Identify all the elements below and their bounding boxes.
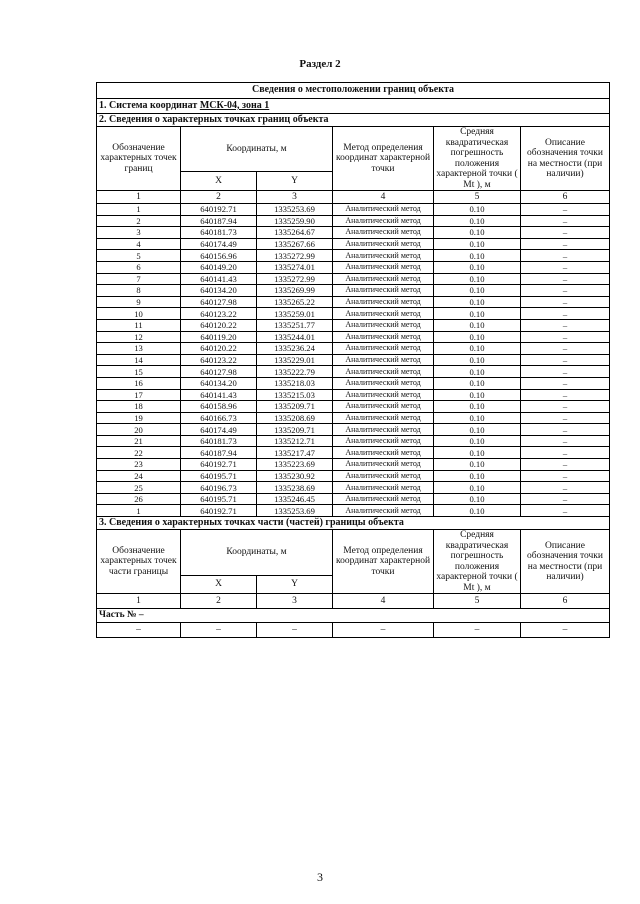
coord-y: 1335246.45 xyxy=(257,493,333,505)
description: – xyxy=(521,470,610,482)
error: 0.10 xyxy=(434,308,521,320)
coord-x: 640141.43 xyxy=(181,273,257,285)
error: 0.10 xyxy=(434,482,521,494)
description: – xyxy=(521,412,610,424)
point-number: 4 xyxy=(97,238,181,250)
error: 0.10 xyxy=(434,389,521,401)
error: 0.10 xyxy=(434,238,521,250)
method: Аналитический метод xyxy=(333,250,434,262)
column-number: 1 xyxy=(97,191,181,204)
coord-x: 640181.73 xyxy=(181,227,257,239)
coord-x: 640181.73 xyxy=(181,435,257,447)
coord-y: 1335222.79 xyxy=(257,366,333,378)
coord-x: 640192.71 xyxy=(181,204,257,216)
coord-y: 1335265.22 xyxy=(257,296,333,308)
description: – xyxy=(521,389,610,401)
header-y: Y xyxy=(257,171,333,190)
error: 0.10 xyxy=(434,204,521,216)
point-number: 23 xyxy=(97,459,181,471)
point-number: 15 xyxy=(97,366,181,378)
point-number: 2 xyxy=(97,215,181,227)
table-row xyxy=(97,331,610,343)
method: Аналитический метод xyxy=(333,401,434,413)
description: – xyxy=(521,424,610,436)
coord-y: 1335208.69 xyxy=(257,412,333,424)
coord-x: 640120.22 xyxy=(181,343,257,355)
point-number: 1 xyxy=(97,505,181,517)
table-row xyxy=(97,470,610,482)
error: 0.10 xyxy=(434,366,521,378)
coord-y: 1335238.69 xyxy=(257,482,333,494)
coord-y: 1335259.01 xyxy=(257,308,333,320)
coordinate-system-label: 1. Система координат xyxy=(99,99,200,111)
coord-y: 1335272.99 xyxy=(257,273,333,285)
description: – xyxy=(521,482,610,494)
description: – xyxy=(521,377,610,389)
error: 0.10 xyxy=(434,285,521,297)
table-row xyxy=(97,250,610,262)
point-number: 1 xyxy=(97,204,181,216)
method: Аналитический метод xyxy=(333,308,434,320)
error: 0.10 xyxy=(434,470,521,482)
method: Аналитический метод xyxy=(333,227,434,239)
table-row xyxy=(97,435,610,447)
header-description: Описание обозначения точки на местности (при наличии) xyxy=(521,127,610,191)
part-data-row xyxy=(97,623,610,638)
coord-y: 1335218.03 xyxy=(257,377,333,389)
coord-y: 1335251.77 xyxy=(257,319,333,331)
point-number: 8 xyxy=(97,285,181,297)
part-cell: – xyxy=(97,623,181,638)
s3-header-x: X xyxy=(181,576,257,594)
point-number: 3 xyxy=(97,227,181,239)
table-row xyxy=(97,296,610,308)
point-number: 5 xyxy=(97,250,181,262)
method: Аналитический метод xyxy=(333,296,434,308)
coord-x: 640174.49 xyxy=(181,424,257,436)
table-row xyxy=(97,308,610,320)
point-number: 6 xyxy=(97,261,181,273)
table-row xyxy=(97,482,610,494)
section3-title: 3. Сведения о характерных точках части (частей) границы объекта xyxy=(97,517,610,530)
table-row xyxy=(97,447,610,459)
section2-title: 2. Сведения о характерных точках границ объекта xyxy=(97,114,610,127)
coord-x: 640120.22 xyxy=(181,319,257,331)
coord-x: 640196.73 xyxy=(181,482,257,494)
method: Аналитический метод xyxy=(333,424,434,436)
error: 0.10 xyxy=(434,261,521,273)
coord-x: 640192.71 xyxy=(181,505,257,517)
s3-header-coordinates: Координаты, м xyxy=(181,530,333,576)
description: – xyxy=(521,296,610,308)
coord-y: 1335269.99 xyxy=(257,285,333,297)
table-row xyxy=(97,319,610,331)
coord-y: 1335209.71 xyxy=(257,424,333,436)
table-row xyxy=(97,401,610,413)
s3-column-number: 1 xyxy=(97,594,181,609)
error: 0.10 xyxy=(434,296,521,308)
coord-y: 1335209.71 xyxy=(257,401,333,413)
column-number: 6 xyxy=(521,191,610,204)
point-number: 12 xyxy=(97,331,181,343)
description: – xyxy=(521,204,610,216)
description: – xyxy=(521,308,610,320)
point-number: 7 xyxy=(97,273,181,285)
method: Аналитический метод xyxy=(333,261,434,273)
description: – xyxy=(521,401,610,413)
method: Аналитический метод xyxy=(333,470,434,482)
part-cell: – xyxy=(257,623,333,638)
description: – xyxy=(521,273,610,285)
part-label: Часть № – xyxy=(97,609,610,623)
description: – xyxy=(521,343,610,355)
page-number: 3 xyxy=(317,870,323,884)
table-row xyxy=(97,412,610,424)
method: Аналитический метод xyxy=(333,435,434,447)
coord-x: 640156.96 xyxy=(181,250,257,262)
coord-y: 1335253.69 xyxy=(257,505,333,517)
header-x: X xyxy=(181,171,257,190)
description: – xyxy=(521,331,610,343)
s3-column-number: 3 xyxy=(257,594,333,609)
s3-header-method: Метод определения координат характерной точки xyxy=(333,530,434,594)
part-cell: – xyxy=(333,623,434,638)
error: 0.10 xyxy=(434,227,521,239)
error: 0.10 xyxy=(434,435,521,447)
coordinate-system-value: МСК-04, зона 1 xyxy=(199,99,270,111)
table-row xyxy=(97,215,610,227)
coord-y: 1335272.99 xyxy=(257,250,333,262)
column-number: 5 xyxy=(434,191,521,204)
table-row xyxy=(97,505,610,517)
boundary-table xyxy=(96,82,610,638)
s3-column-number: 4 xyxy=(333,594,434,609)
point-number: 16 xyxy=(97,377,181,389)
description: – xyxy=(521,250,610,262)
column-number: 3 xyxy=(257,191,333,204)
s3-header-description: Описание обозначения точки на местности (при наличии) xyxy=(521,530,610,594)
table-row xyxy=(97,285,610,297)
page-heading: Раздел 2 xyxy=(299,58,341,70)
part-cell: – xyxy=(434,623,521,638)
error: 0.10 xyxy=(434,505,521,517)
table-row xyxy=(97,389,610,401)
method: Аналитический метод xyxy=(333,273,434,285)
method: Аналитический метод xyxy=(333,459,434,471)
description: – xyxy=(521,261,610,273)
header-error: Средняя квадратическая погрешность положения характерной точки ( Mt ), м xyxy=(434,127,521,191)
table-row xyxy=(97,354,610,366)
point-number: 14 xyxy=(97,354,181,366)
table-row xyxy=(97,261,610,273)
s3-column-number: 5 xyxy=(434,594,521,609)
coord-y: 1335230.92 xyxy=(257,470,333,482)
method: Аналитический метод xyxy=(333,482,434,494)
coord-y: 1335229.01 xyxy=(257,354,333,366)
error: 0.10 xyxy=(434,447,521,459)
error: 0.10 xyxy=(434,250,521,262)
coord-y: 1335267.66 xyxy=(257,238,333,250)
s3-column-number: 2 xyxy=(181,594,257,609)
error: 0.10 xyxy=(434,412,521,424)
table-row xyxy=(97,493,610,505)
coord-x: 640187.94 xyxy=(181,447,257,459)
table-row xyxy=(97,366,610,378)
column-number: 4 xyxy=(333,191,434,204)
error: 0.10 xyxy=(434,319,521,331)
error: 0.10 xyxy=(434,215,521,227)
description: – xyxy=(521,447,610,459)
coord-x: 640119.20 xyxy=(181,331,257,343)
s3-header-designation: Обозначение характерных точек части границы xyxy=(97,530,181,594)
s3-column-number-row xyxy=(97,594,610,609)
description: – xyxy=(521,285,610,297)
description: – xyxy=(521,227,610,239)
error: 0.10 xyxy=(434,424,521,436)
coord-y: 1335253.69 xyxy=(257,204,333,216)
coord-x: 640123.22 xyxy=(181,308,257,320)
point-number: 9 xyxy=(97,296,181,308)
coord-y: 1335236.24 xyxy=(257,343,333,355)
part-cell: – xyxy=(181,623,257,638)
boundary-table-body xyxy=(97,83,610,638)
coord-x: 640149.20 xyxy=(181,261,257,273)
description: – xyxy=(521,505,610,517)
description: – xyxy=(521,238,610,250)
error: 0.10 xyxy=(434,401,521,413)
description: – xyxy=(521,215,610,227)
method: Аналитический метод xyxy=(333,412,434,424)
table-row xyxy=(97,227,610,239)
point-number: 11 xyxy=(97,319,181,331)
table-row xyxy=(97,459,610,471)
method: Аналитический метод xyxy=(333,215,434,227)
point-number: 22 xyxy=(97,447,181,459)
point-number: 24 xyxy=(97,470,181,482)
part-cell: – xyxy=(521,623,610,638)
table-row xyxy=(97,377,610,389)
s3-header-y: Y xyxy=(257,576,333,594)
coord-y: 1335212.71 xyxy=(257,435,333,447)
s3-header-error: Средняя квадратическая погрешность положения характерной точки ( Mt ), м xyxy=(434,530,521,594)
coord-y: 1335274.01 xyxy=(257,261,333,273)
error: 0.10 xyxy=(434,459,521,471)
method: Аналитический метод xyxy=(333,447,434,459)
method: Аналитический метод xyxy=(333,204,434,216)
description: – xyxy=(521,493,610,505)
method: Аналитический метод xyxy=(333,238,434,250)
method: Аналитический метод xyxy=(333,389,434,401)
table-title: Сведения о местоположении границ объекта xyxy=(97,83,610,99)
method: Аналитический метод xyxy=(333,319,434,331)
method: Аналитический метод xyxy=(333,493,434,505)
header-designation: Обозначение характерных точек границ xyxy=(97,127,181,191)
coord-x: 640166.73 xyxy=(181,412,257,424)
method: Аналитический метод xyxy=(333,354,434,366)
table-row xyxy=(97,273,610,285)
description: – xyxy=(521,354,610,366)
coord-x: 640123.22 xyxy=(181,354,257,366)
point-number: 21 xyxy=(97,435,181,447)
method: Аналитический метод xyxy=(333,285,434,297)
point-number: 17 xyxy=(97,389,181,401)
coord-x: 640158.96 xyxy=(181,401,257,413)
table-row xyxy=(97,238,610,250)
point-number: 10 xyxy=(97,308,181,320)
method: Аналитический метод xyxy=(333,343,434,355)
coord-y: 1335244.01 xyxy=(257,331,333,343)
point-number: 20 xyxy=(97,424,181,436)
method: Аналитический метод xyxy=(333,377,434,389)
description: – xyxy=(521,319,610,331)
error: 0.10 xyxy=(434,377,521,389)
coord-y: 1335264.67 xyxy=(257,227,333,239)
description: – xyxy=(521,435,610,447)
point-number: 26 xyxy=(97,493,181,505)
description: – xyxy=(521,459,610,471)
coord-y: 1335223.69 xyxy=(257,459,333,471)
coord-x: 640187.94 xyxy=(181,215,257,227)
error: 0.10 xyxy=(434,273,521,285)
coord-x: 640134.20 xyxy=(181,377,257,389)
coord-y: 1335217.47 xyxy=(257,447,333,459)
description: – xyxy=(521,366,610,378)
method: Аналитический метод xyxy=(333,331,434,343)
table-row xyxy=(97,204,610,216)
coord-y: 1335259.90 xyxy=(257,215,333,227)
coord-x: 640174.49 xyxy=(181,238,257,250)
coord-y: 1335215.03 xyxy=(257,389,333,401)
column-number: 2 xyxy=(181,191,257,204)
header-method: Метод определения координат характерной точки xyxy=(333,127,434,191)
coord-x: 640192.71 xyxy=(181,459,257,471)
method: Аналитический метод xyxy=(333,366,434,378)
point-number: 18 xyxy=(97,401,181,413)
table-row xyxy=(97,424,610,436)
coord-x: 640195.71 xyxy=(181,493,257,505)
error: 0.10 xyxy=(434,493,521,505)
error: 0.10 xyxy=(434,343,521,355)
error: 0.10 xyxy=(434,354,521,366)
table-row xyxy=(97,343,610,355)
coordinate-system-row xyxy=(97,99,610,114)
column-number-row xyxy=(97,191,610,204)
point-number: 19 xyxy=(97,412,181,424)
method: Аналитический метод xyxy=(333,505,434,517)
coord-x: 640127.98 xyxy=(181,296,257,308)
coord-x: 640141.43 xyxy=(181,389,257,401)
point-number: 25 xyxy=(97,482,181,494)
point-number: 13 xyxy=(97,343,181,355)
coord-x: 640195.71 xyxy=(181,470,257,482)
coord-x: 640127.98 xyxy=(181,366,257,378)
header-coordinates: Координаты, м xyxy=(181,127,333,172)
coord-x: 640134.20 xyxy=(181,285,257,297)
error: 0.10 xyxy=(434,331,521,343)
s3-column-number: 6 xyxy=(521,594,610,609)
